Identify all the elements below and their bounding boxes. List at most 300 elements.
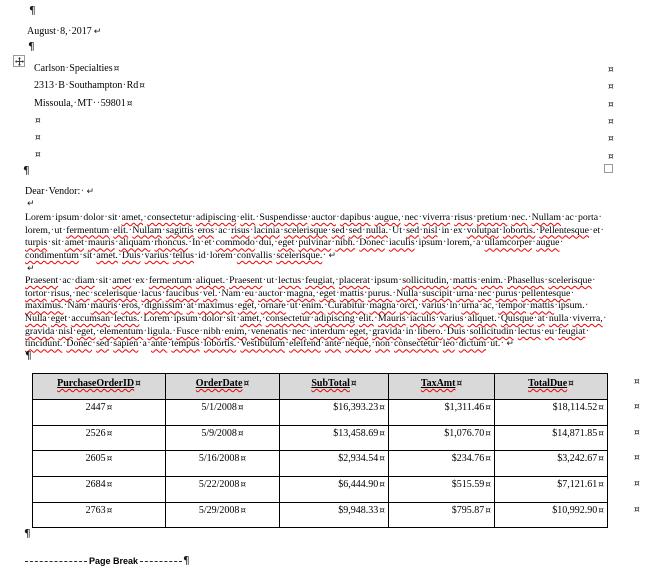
body-line[interactable] (25, 338, 625, 351)
word: tellus (172, 249, 194, 261)
word: lorem (209, 249, 233, 261)
space-dot: · (73, 325, 77, 337)
space-dot: · (443, 325, 447, 337)
word: augue, (374, 212, 401, 223)
word: ipsum (418, 237, 443, 249)
table-cell[interactable] (495, 425, 608, 451)
space-dot: · (413, 325, 417, 337)
cell-end-mark: ¤ (240, 480, 247, 491)
space-dot: · (62, 224, 66, 236)
body-line[interactable] (25, 300, 625, 313)
word: a (476, 237, 481, 249)
word: ut (266, 275, 275, 287)
space-dot: · (214, 224, 218, 236)
space-dot: · (62, 338, 66, 350)
space-dot: · (247, 325, 251, 337)
space-dot: · (47, 313, 51, 325)
space-dot: · (574, 212, 578, 223)
word: aliquet. (467, 313, 497, 325)
word: feugiat (558, 325, 586, 337)
word: fermentum (148, 275, 192, 287)
body-line[interactable] (25, 250, 625, 263)
space-dot: · (457, 300, 461, 312)
address-row[interactable] (28, 97, 606, 114)
cell-value: $14,871.85 (552, 427, 598, 439)
table-cell[interactable] (280, 502, 389, 528)
space-dot: · (400, 212, 405, 223)
space-dot: · (138, 338, 142, 350)
table-cell[interactable] (280, 477, 389, 503)
word: risus, (50, 287, 72, 299)
space-dot: · (324, 300, 328, 312)
space-dot: · (87, 300, 91, 312)
table-resize-handle[interactable] (604, 164, 613, 173)
word: sit (226, 313, 236, 325)
word: in (405, 325, 414, 337)
word: 59801 (100, 97, 126, 109)
cell-end-mark: ¤ (598, 480, 604, 491)
column-header[interactable] (495, 374, 608, 400)
word: Ut (392, 224, 402, 236)
table-cell[interactable] (166, 451, 280, 477)
word: lobortis. (502, 224, 536, 236)
word: nec (75, 287, 90, 299)
word: lectus (517, 325, 541, 337)
space-dot: · (494, 300, 498, 312)
word: Nullam (531, 212, 562, 223)
address-table[interactable] (28, 62, 606, 166)
cell-end-mark: ¤ (139, 81, 145, 92)
word: volutpat (466, 224, 499, 236)
word: mattis (339, 287, 364, 299)
space-dot: · (194, 300, 198, 312)
word: Phasellus (507, 275, 545, 287)
space-dot: · (449, 224, 453, 236)
cell-value: $234.76 (451, 453, 485, 465)
space-dot: · (65, 80, 69, 92)
column-header[interactable] (280, 374, 389, 400)
space-dot: · (92, 97, 97, 109)
cell-end-mark: ¤ (106, 454, 113, 465)
space-dot: · (58, 275, 62, 287)
cell-end-mark: ¤ (106, 480, 113, 491)
word: Donec (66, 338, 92, 350)
cell-end-mark: ¤ (485, 480, 491, 491)
space-dot: · (517, 287, 521, 299)
cell-end-mark: ¤ (379, 480, 385, 491)
table-cell[interactable] (389, 502, 495, 528)
space-dot: · (335, 275, 339, 287)
word: ac (218, 224, 227, 236)
cell-value: 5/16/2008 (198, 453, 240, 465)
word: pretium (476, 212, 508, 223)
word: nisl (423, 224, 438, 236)
space-dot: · (286, 300, 290, 312)
space-dot: · (44, 186, 49, 197)
word: fermentum (66, 224, 110, 236)
word: ipsum (374, 275, 399, 287)
table-cell[interactable] (166, 477, 280, 503)
space-dot: · (194, 224, 198, 236)
word: augue (536, 237, 560, 249)
word: in (441, 224, 450, 236)
cell-value: 2605 (85, 453, 106, 465)
word: nisl (58, 325, 73, 337)
space-dot: · (402, 325, 406, 337)
column-header-text (311, 378, 350, 389)
table-move-handle-icon[interactable] (13, 55, 25, 67)
word: ut (289, 300, 298, 312)
space-dot: · (167, 338, 171, 350)
space-dot: · (139, 313, 144, 325)
space-dot: · (143, 212, 147, 223)
word: ipsum (173, 313, 198, 325)
word: dictum (458, 338, 487, 350)
table-cell[interactable] (33, 477, 166, 503)
table-row (33, 477, 608, 503)
space-dot: · (145, 275, 149, 287)
space-dot: · (443, 237, 447, 249)
table-cell[interactable] (280, 400, 389, 426)
space-dot: · (598, 212, 602, 223)
: OrderDate (195, 378, 243, 389)
space-dot: · (92, 338, 96, 350)
table-cell[interactable] (280, 451, 389, 477)
word: Mauris (377, 313, 406, 325)
space-dot: · (463, 224, 467, 236)
space-dot: · (450, 212, 454, 223)
word: Nulla (396, 287, 419, 299)
space-dot: · (365, 300, 370, 312)
cell-end-mark: ¤ (598, 505, 604, 516)
cell-value: $515.59 (451, 479, 485, 491)
salutation-line[interactable] (25, 186, 94, 198)
word: placerat (339, 275, 370, 287)
space-dot: · (600, 224, 604, 236)
word: eget, (76, 325, 96, 337)
column-header-text (196, 378, 243, 389)
space-dot: · (603, 313, 607, 325)
table-cell[interactable] (33, 502, 166, 528)
word: amet. (96, 249, 118, 261)
space-dot: · (402, 224, 406, 236)
cell-end-mark: ¤ (485, 454, 491, 465)
word: ut (54, 224, 63, 236)
space-dot: · (307, 212, 311, 223)
space-dot: · (115, 237, 119, 249)
cell-value: $9,948.33 (338, 504, 379, 516)
word: sapien (113, 338, 139, 350)
address-row[interactable] (28, 79, 606, 96)
cell-end-mark: ¤ (350, 379, 357, 389)
table-cell[interactable] (166, 425, 280, 451)
word: Vendor: (48, 186, 81, 197)
word: sed (331, 224, 345, 236)
: PurchaseOrderID (57, 378, 135, 389)
space-dot: · (72, 287, 76, 299)
word: scelerisque (93, 287, 138, 299)
space-dot: · (545, 313, 549, 325)
space-dot: · (80, 186, 84, 197)
word: 8, (60, 26, 68, 37)
word: lectus (278, 275, 302, 287)
: SubTotal (311, 378, 350, 389)
space-dot: · (54, 325, 59, 337)
word: ante (150, 338, 168, 350)
column-header-text (57, 378, 134, 389)
space-dot: · (255, 212, 259, 223)
table-header-row (33, 374, 608, 400)
word: eget (278, 237, 295, 249)
word: Dear (25, 186, 45, 197)
word: Carlson (34, 63, 66, 74)
word: B (58, 80, 65, 92)
word: Rd (126, 80, 139, 92)
word: scelerisque (283, 224, 328, 236)
word: eros (197, 224, 215, 236)
cell-end-mark: ¤ (598, 428, 604, 439)
word: tempus (171, 338, 200, 350)
space-dot: · (368, 325, 372, 337)
cell-end-mark: ¤ (456, 379, 463, 389)
space-dot: · (96, 325, 100, 337)
space-dot: · (162, 287, 166, 299)
space-dot: · (345, 325, 349, 337)
space-dot: · (223, 313, 227, 325)
space-dot: · (131, 275, 135, 287)
space-dot: · (355, 313, 359, 325)
cell-value: $1,311.46 (444, 402, 485, 413)
table-cell[interactable] (495, 477, 608, 503)
word: Nulla (25, 313, 47, 325)
table-cell[interactable] (280, 425, 389, 451)
table-cell[interactable] (33, 451, 166, 477)
four-way-arrow-icon (15, 57, 24, 66)
space-dot: · (283, 287, 287, 299)
table-cell[interactable] (166, 502, 280, 528)
space-dot: · (465, 325, 470, 337)
word: neque, (345, 338, 372, 350)
word: elit. (113, 224, 129, 236)
space-dot: · (398, 275, 402, 287)
space-dot: · (117, 212, 122, 223)
word: enim. (480, 275, 503, 287)
table-cell[interactable] (495, 400, 608, 426)
address-row[interactable] (28, 148, 606, 165)
space-dot: · (463, 313, 468, 325)
word: Donec (359, 237, 385, 249)
table-cell[interactable] (166, 400, 280, 426)
space-dot: · (306, 325, 310, 337)
space-dot: · (362, 224, 366, 236)
word: convallis (236, 249, 273, 261)
word: viverra (422, 212, 451, 223)
word: sit (98, 275, 109, 287)
space-dot: · (140, 300, 144, 312)
word: viverra, (572, 313, 603, 325)
column-header[interactable] (33, 374, 166, 400)
word: tortor (25, 287, 47, 299)
table-cell[interactable] (389, 400, 495, 426)
word: MT (77, 97, 93, 109)
space-dot: · (128, 224, 132, 236)
body-line[interactable] (25, 313, 625, 326)
word: Praesent (229, 275, 263, 287)
word: Duis (446, 325, 466, 337)
space-dot: · (331, 237, 335, 249)
word: eu (544, 325, 555, 337)
space-dot: · (310, 313, 314, 325)
space-dot: · (396, 300, 400, 312)
word: interdum (309, 325, 346, 337)
space-dot: · (526, 300, 530, 312)
word: in (449, 300, 458, 312)
cell-end-mark: ¤ (237, 403, 244, 413)
word: lorem, (446, 237, 473, 249)
space-dot: · (97, 97, 101, 109)
word: nec (477, 287, 492, 299)
space-dot: · (68, 26, 72, 37)
cell-end-mark: ¤ (35, 150, 41, 161)
word: dui, (258, 237, 274, 249)
row-end-mark: ¤ (608, 82, 614, 93)
cell-value: $13,458.69 (333, 427, 379, 439)
word: varius (421, 300, 446, 312)
word: id (198, 249, 206, 261)
word: 2313 (34, 80, 54, 92)
word: pulvinar (298, 237, 332, 249)
space-dot: · (491, 287, 495, 299)
table-row (33, 425, 608, 451)
word: at (186, 300, 194, 312)
space-dot: · (288, 325, 292, 337)
word: elementum (99, 325, 144, 337)
table-cell[interactable] (495, 451, 608, 477)
pilcrow-mark: ¶ (25, 350, 32, 362)
word: sed (96, 338, 110, 350)
space-dot: · (108, 275, 112, 287)
word: purus. (367, 287, 393, 299)
space-dot: · (250, 224, 254, 236)
word: Fusce (176, 325, 200, 337)
date-line[interactable] (27, 26, 101, 38)
space-dot: · (217, 287, 222, 299)
space-dot: · (198, 313, 202, 325)
address-row[interactable] (28, 62, 606, 79)
space-dot: · (169, 249, 173, 261)
table-cell[interactable] (33, 425, 166, 451)
row-end-mark: ¤ (608, 151, 614, 162)
word: dapibus (340, 212, 371, 223)
word: Quisque (500, 313, 534, 325)
word: iaculis (388, 237, 415, 249)
word: August (27, 26, 56, 37)
: TaxAmt (420, 378, 456, 389)
space-dot: · (388, 224, 392, 236)
word: condimentum (25, 249, 79, 261)
cell-value: $10,992.90 (552, 504, 598, 516)
word: non (375, 338, 390, 350)
space-dot: · (92, 249, 96, 261)
space-dot: · (390, 338, 394, 350)
word: rhoncus. (154, 237, 188, 249)
word: orci, (399, 300, 418, 312)
word: diam (75, 275, 95, 287)
cell-end-mark: ¤ (106, 505, 113, 516)
letter-body[interactable] (25, 212, 625, 351)
word: mattis (452, 275, 477, 287)
word: eget (319, 287, 336, 299)
word: turpis (25, 237, 48, 249)
word: aliquam (118, 237, 151, 249)
word: scelerisque. (276, 249, 323, 261)
row-end-mark: ¤ (634, 427, 640, 438)
space-dot: · (236, 338, 240, 350)
table-cell[interactable] (495, 502, 608, 528)
body-line[interactable] (25, 237, 625, 250)
space-dot: · (272, 249, 276, 261)
body-line[interactable] (25, 275, 625, 288)
space-dot: · (262, 313, 266, 325)
word: consectetur (265, 313, 311, 325)
address-row[interactable] (28, 131, 606, 148)
word: consectetur (147, 212, 192, 223)
table-cell[interactable] (389, 451, 495, 477)
cell-value: $6,444.90 (338, 479, 379, 491)
space-dot: · (236, 313, 240, 325)
pilcrow-mark: ¶ (23, 165, 30, 177)
word: elit. (358, 313, 374, 325)
column-header[interactable] (389, 374, 495, 400)
space-dot: · (47, 237, 51, 249)
word: sagittis (165, 224, 194, 236)
space-dot: · (322, 249, 326, 261)
space-dot: · (336, 212, 340, 223)
table-cell[interactable] (389, 425, 495, 451)
space-dot: · (262, 275, 266, 287)
cell-value: 2684 (85, 479, 106, 491)
cell-end-mark: ¤ (379, 428, 385, 439)
table-cell[interactable] (33, 400, 166, 426)
page-break-label: Page Break (89, 556, 139, 566)
body-line[interactable] (25, 225, 625, 238)
row-end-mark: ¤ (608, 134, 614, 145)
blank-line[interactable] (25, 263, 625, 276)
address-row[interactable] (28, 114, 606, 131)
space-dot: · (84, 237, 88, 249)
table-cell[interactable] (389, 477, 495, 503)
body-line[interactable] (25, 288, 625, 301)
body-line[interactable] (25, 326, 625, 339)
column-header[interactable] (166, 374, 280, 400)
word: pellentesque (521, 287, 571, 299)
word: sit (83, 249, 93, 261)
word: Suspendisse (259, 212, 308, 223)
cell-end-mark: ¤ (379, 454, 385, 465)
word: auctor (258, 287, 283, 299)
space-dot: · (321, 338, 325, 350)
cell-value: $795.87 (451, 504, 485, 516)
space-dot: · (503, 275, 507, 287)
word: Lorem (143, 313, 170, 325)
body-line[interactable] (25, 212, 625, 225)
space-dot: · (355, 237, 359, 249)
word: mattis (530, 300, 555, 312)
word: urna (456, 287, 474, 299)
word: urna (461, 300, 479, 312)
space-dot: · (109, 224, 113, 236)
word: 2017 (71, 26, 92, 37)
